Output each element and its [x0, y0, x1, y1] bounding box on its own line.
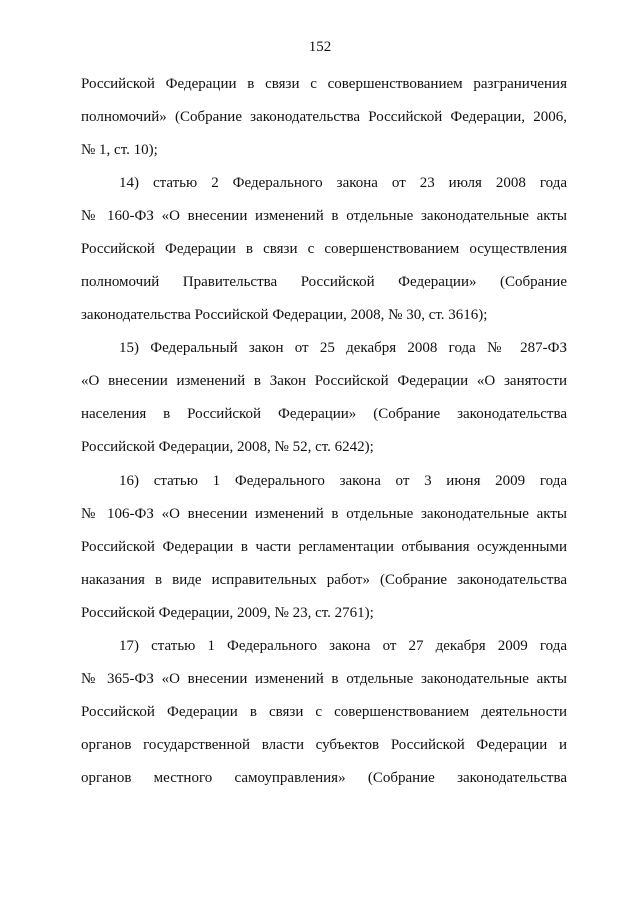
text-line: № 1, ст. 10); — [81, 142, 158, 158]
text-line: 14) статью 2 Федерального закона от 23 июля 2008 года — [119, 175, 567, 191]
text-line: 17) статью 1 Федерального закона от 27 декабря 2009 года — [119, 638, 567, 654]
text-line: законодательства Российской Федерации, 2008, № 30, ст. 3616); — [81, 307, 488, 323]
text-line: органов местного самоуправления» (Собрание законодательства — [81, 770, 567, 786]
text-line: Российской Федерации в связи с совершенствованием разграничения — [81, 76, 567, 92]
text-line: Российской Федерации, 2008, № 52, ст. 6242); — [81, 439, 374, 455]
text-line: № 365-ФЗ «О внесении изменений в отдельные законодательные акты — [81, 671, 567, 687]
text-line: 16) статью 1 Федерального закона от 3 июня 2009 года — [119, 473, 567, 489]
text-line: наказания в виде исправительных работ» (Собрание законодательства — [81, 572, 567, 588]
text-line: населения в Российской Федерации» (Собрание законодательства — [81, 406, 567, 422]
text-line: № 106-ФЗ «О внесении изменений в отдельные законодательные акты — [81, 506, 567, 522]
text-line: 15) Федеральный закон от 25 декабря 2008 года № 287-ФЗ — [119, 340, 567, 356]
text-line: Российской Федерации в связи с совершенствованием осуществления — [81, 241, 567, 257]
text-line: полномочий» (Собрание законодательства Российской Федерации, 2006, — [81, 109, 567, 125]
text-line: полномочий Правительства Российской Федерации» (Собрание — [81, 274, 567, 290]
text-line: Российской Федерации в связи с совершенствованием деятельности — [81, 704, 567, 720]
page-number: 152 — [308, 39, 332, 55]
text-line: органов государственной власти субъектов Российской Федерации и — [81, 737, 567, 753]
text-line: Российской Федерации в части регламентации отбывания осужденными — [81, 539, 567, 555]
text-line: «О внесении изменений в Закон Российской Федерации «О занятости — [81, 373, 567, 389]
text-line: Российской Федерации, 2009, № 23, ст. 2761); — [81, 605, 374, 621]
text-line: № 160-ФЗ «О внесении изменений в отдельные законодательные акты — [81, 208, 567, 224]
